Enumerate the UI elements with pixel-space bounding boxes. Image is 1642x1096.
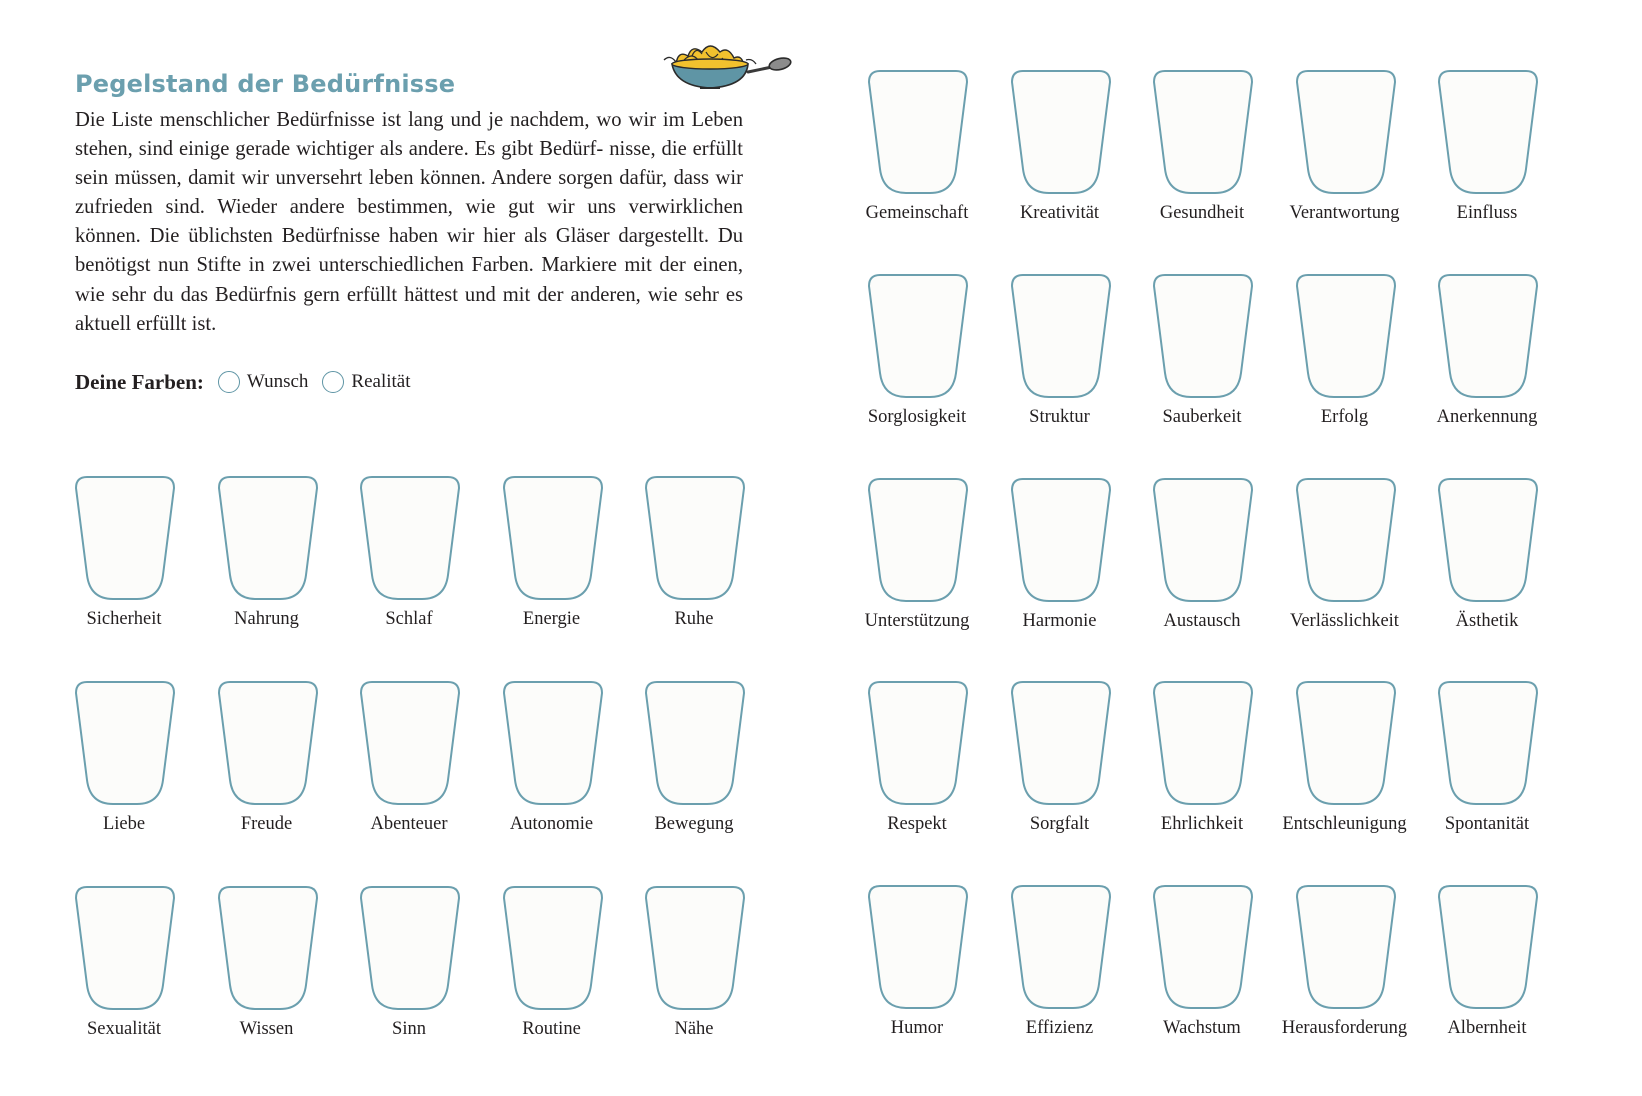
need-glass[interactable]: [338, 476, 480, 666]
need-label: Nahrung: [234, 609, 299, 629]
need-glass[interactable]: [1131, 70, 1273, 260]
need-label: Effizienz: [1025, 1018, 1094, 1038]
need-label: Ruhe: [674, 609, 714, 629]
noodle-bowl-icon: [662, 42, 794, 100]
need-glass[interactable]: [1131, 274, 1273, 464]
need-label: Sauberkeit: [1162, 407, 1242, 427]
glass-icon: [868, 478, 968, 604]
need-glass[interactable]: [989, 885, 1131, 1075]
need-label: Ehrlichkeit: [1160, 814, 1244, 834]
need-label: Anerkennung: [1436, 407, 1538, 427]
need-glass[interactable]: [623, 476, 765, 666]
need-glass[interactable]: [623, 886, 765, 1076]
need-glass[interactable]: [196, 681, 338, 871]
glass-icon: [1153, 885, 1253, 1011]
page-title: Pegelstand der Bedürfnisse: [75, 70, 456, 98]
glass-icon: [1011, 478, 1111, 604]
need-glass[interactable]: [481, 476, 623, 666]
need-glass[interactable]: [1416, 885, 1558, 1075]
wish-color-circle[interactable]: [218, 371, 240, 393]
need-glass[interactable]: [989, 274, 1131, 464]
need-label: Herausforderung: [1281, 1018, 1408, 1038]
glass-icon: [868, 274, 968, 400]
need-glass[interactable]: [846, 274, 988, 464]
need-label: Wachstum: [1163, 1018, 1241, 1038]
need-glass[interactable]: [1274, 885, 1416, 1075]
glass-icon: [1438, 885, 1538, 1011]
intro-text: Die Liste menschlicher Bedürfnisse ist lang und je nachdem, wo wir im Leben stehen, sind einige gerade wichtiger als andere. Es gibt Bedürf- nisse, die erfüllt sein müssen, damit wir unversehrt leben können. Andere sorgen dafür, dass wir zufrieden sind. Wieder andere bestimmen, wie gut wir uns verwirklichen können. Die üblichsten Bedürfnisse haben wir hier als Gläser dargestellt. Du benötigst nun Stifte in zwei unterschiedlichen Farben. Markiere mit der einen, wie sehr du das Bedürfnis gern erfüllt hättest und mit der anderen, wie sehr es aktuell erfüllt ist.: [75, 109, 744, 335]
need-glass[interactable]: [53, 681, 195, 871]
need-label: Sexualität: [87, 1019, 161, 1039]
need-glass[interactable]: [1131, 681, 1273, 871]
reality-color-circle[interactable]: [322, 371, 344, 393]
need-label: Abenteuer: [370, 814, 448, 834]
glass-icon: [1296, 478, 1396, 604]
need-label: Autonomie: [509, 814, 594, 834]
need-glass[interactable]: [989, 681, 1131, 871]
need-glass[interactable]: [1416, 478, 1558, 668]
glass-icon: [645, 476, 745, 602]
glass-icon: [1438, 478, 1538, 604]
need-label: Austausch: [1163, 611, 1241, 631]
need-glass[interactable]: [1274, 478, 1416, 668]
need-label: Gesundheit: [1159, 203, 1245, 223]
need-glass[interactable]: [481, 681, 623, 871]
need-glass[interactable]: [623, 681, 765, 871]
need-label: Liebe: [102, 814, 146, 834]
need-glass[interactable]: [53, 886, 195, 1076]
need-label: Freude: [240, 814, 293, 834]
color-legend: [75, 366, 425, 398]
glass-icon: [1153, 478, 1253, 604]
need-glass[interactable]: [989, 478, 1131, 668]
glass-icon: [75, 681, 175, 807]
glass-icon: [503, 681, 603, 807]
reality-color-label: Realität: [351, 371, 411, 392]
need-glass[interactable]: [338, 681, 480, 871]
glass-icon: [1011, 885, 1111, 1011]
glass-icon: [868, 681, 968, 807]
need-label: Sinn: [392, 1019, 426, 1039]
glass-icon: [1438, 70, 1538, 196]
need-label: Sorgfalt: [1029, 814, 1090, 834]
glass-icon: [1438, 681, 1538, 807]
need-label: Sicherheit: [86, 609, 162, 629]
glass-icon: [218, 886, 318, 1012]
glass-icon: [1296, 274, 1396, 400]
need-glass[interactable]: [1274, 681, 1416, 871]
need-label: Unterstützung: [864, 611, 970, 631]
need-glass[interactable]: [989, 70, 1131, 260]
glass-icon: [1153, 274, 1253, 400]
glass-icon: [218, 476, 318, 602]
glass-icon: [503, 886, 603, 1012]
glass-icon: [75, 476, 175, 602]
glass-icon: [1153, 70, 1253, 196]
need-label: Respekt: [887, 814, 947, 834]
glass-icon: [75, 886, 175, 1012]
need-glass[interactable]: [196, 476, 338, 666]
glass-icon: [1296, 681, 1396, 807]
glass-icon: [645, 681, 745, 807]
need-glass[interactable]: [1131, 885, 1273, 1075]
need-glass[interactable]: [1416, 681, 1558, 871]
need-label: Routine: [522, 1019, 581, 1039]
need-glass[interactable]: [1416, 274, 1558, 464]
need-label: Struktur: [1029, 407, 1090, 427]
need-label: Harmonie: [1022, 611, 1097, 631]
need-glass[interactable]: [1274, 70, 1416, 260]
glass-icon: [1011, 274, 1111, 400]
need-glass[interactable]: [846, 885, 988, 1075]
glass-icon: [1296, 70, 1396, 196]
need-label: Energie: [522, 609, 581, 629]
need-label: Kreativität: [1019, 203, 1100, 223]
need-label: Ästhetik: [1455, 611, 1519, 631]
need-glass[interactable]: [1131, 478, 1273, 668]
need-label: Bewegung: [654, 814, 734, 834]
need-label: Nähe: [674, 1019, 714, 1039]
glass-icon: [868, 885, 968, 1011]
need-glass[interactable]: [338, 886, 480, 1076]
need-glass[interactable]: [196, 886, 338, 1076]
glass-icon: [1438, 274, 1538, 400]
need-label: Albernheit: [1447, 1018, 1527, 1038]
need-label: Gemeinschaft: [865, 203, 969, 223]
need-label: Verlässlichkeit: [1290, 611, 1399, 631]
wish-color-label: Wunsch: [246, 371, 309, 392]
need-label: Humor: [890, 1018, 944, 1038]
need-label: Sorglosigkeit: [867, 407, 967, 427]
glass-icon: [503, 476, 603, 602]
need-glass[interactable]: [1274, 274, 1416, 464]
glass-icon: [645, 886, 745, 1012]
need-label: Schlaf: [385, 609, 433, 629]
glass-icon: [218, 681, 318, 807]
need-label: Spontanität: [1444, 814, 1530, 834]
need-label: Einfluss: [1456, 203, 1518, 223]
glass-icon: [1296, 885, 1396, 1011]
need-glass[interactable]: [53, 476, 195, 666]
need-glass[interactable]: [846, 478, 988, 668]
glass-icon: [868, 70, 968, 196]
need-glass[interactable]: [481, 886, 623, 1076]
glass-icon: [1153, 681, 1253, 807]
need-glass[interactable]: [846, 681, 988, 871]
need-label: Erfolg: [1320, 407, 1369, 427]
colors-label: Deine Farben:: [75, 369, 204, 394]
need-label: Wissen: [239, 1019, 294, 1039]
need-label: Verantwortung: [1289, 203, 1400, 223]
glass-icon: [1011, 70, 1111, 196]
glass-icon: [360, 886, 460, 1012]
glass-icon: [360, 681, 460, 807]
glass-icon: [1011, 681, 1111, 807]
need-label: Entschleunigung: [1282, 814, 1407, 834]
need-glass[interactable]: [846, 70, 988, 260]
glass-icon: [360, 476, 460, 602]
need-glass[interactable]: [1416, 70, 1558, 260]
